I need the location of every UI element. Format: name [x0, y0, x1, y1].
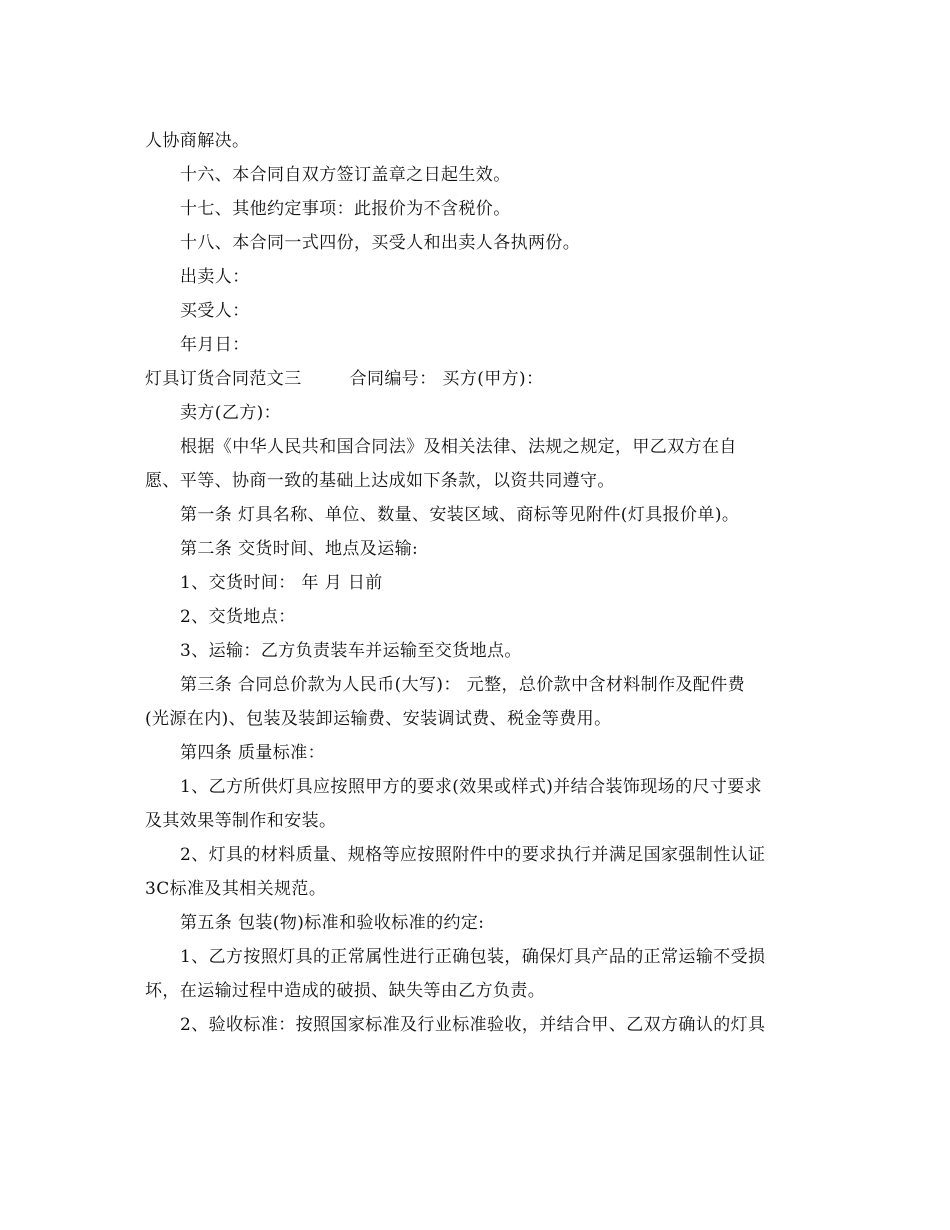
paragraph	[145, 124, 807, 158]
paragraph-line: 十七、其他约定事项：此报价为不含税价。	[180, 199, 511, 219]
paragraph-line: 坏，在运输过程中造成的破损、缺失等由乙方负责。	[145, 981, 546, 1001]
paragraph-line: 及其效果等制作和安装。	[145, 811, 337, 831]
paragraph	[145, 328, 807, 362]
paragraph	[145, 294, 807, 328]
paragraph-line: 愿、平等、协商一致的基础上达成如下条款，以资共同遵守。	[145, 471, 615, 491]
paragraph-line: 3、运输：乙方负责装车并运输至交货地点。	[180, 641, 522, 661]
document-body	[145, 124, 807, 1042]
paragraph-line: 2、灯具的材料质量、规格等应按照附件中的要求执行并满足国家强制性认证	[180, 845, 766, 865]
paragraph-line: 第四条 质量标准：	[180, 743, 326, 763]
seller-party-label: 卖方(乙方)：	[180, 403, 282, 423]
paragraph	[145, 192, 807, 226]
paragraph	[145, 532, 807, 566]
paragraph-line: 人协商解决。	[145, 131, 250, 151]
paragraph	[145, 498, 807, 532]
paragraph	[145, 566, 807, 600]
paragraph-line: 1、乙方按照灯具的正常属性进行正确包装，确保灯具产品的正常运输不受损	[180, 947, 766, 967]
paragraph-line: 第一条 灯具名称、单位、数量、安装区域、商标等见附件(灯具报价单)。	[180, 505, 740, 525]
paragraph-line: 第五条 包装(物)标准和验收标准的约定:	[180, 913, 485, 933]
paragraph	[145, 736, 807, 770]
paragraph-line: 十六、本合同自双方签订盖章之日起生效。	[180, 165, 511, 185]
paragraph-line: 根据《中华人民共和国合同法》及相关法律、法规之规定，甲乙双方在自	[180, 437, 737, 457]
contract-number-label: 合同编号：	[349, 369, 437, 389]
date-label: 年月日：	[180, 335, 250, 355]
paragraph	[145, 668, 807, 736]
paragraph	[145, 1008, 807, 1042]
paragraph	[145, 600, 807, 634]
paragraph-line: 1、乙方所供灯具应按照甲方的要求(效果或样式)并结合装饰现场的尺寸要求	[180, 777, 763, 797]
buyer-party-label: 买方(甲方)：	[442, 369, 544, 389]
paragraph-line: 第二条 交货时间、地点及运输:	[180, 539, 419, 559]
paragraph	[145, 158, 807, 192]
paragraph	[145, 362, 807, 396]
paragraph	[145, 396, 807, 430]
seller-signature-label: 出卖人：	[180, 267, 250, 287]
paragraph-line: 第三条 合同总价款为人民币(大写)： 元整，总价款中含材料制作及配件费	[180, 675, 746, 695]
paragraph	[145, 906, 807, 940]
paragraph	[145, 940, 807, 1008]
contract-title: 灯具订货合同范文三	[145, 369, 302, 389]
paragraph	[145, 838, 807, 906]
paragraph	[145, 770, 807, 838]
paragraph	[145, 634, 807, 668]
paragraph-line: 2、验收标准：按照国家标准及行业标准验收，并结合甲、乙双方确认的灯具	[180, 1015, 766, 1035]
paragraph-line: 十八、本合同一式四份，买受人和出卖人各执两份。	[180, 233, 581, 253]
paragraph	[145, 226, 807, 260]
paragraph	[145, 430, 807, 498]
paragraph-line: (光源在内)、包装及装卸运输费、安装调试费、税金等费用。	[145, 709, 612, 729]
paragraph-line: 2、交货地点：	[180, 607, 296, 627]
paragraph	[145, 260, 807, 294]
buyer-signature-label: 买受人：	[180, 301, 250, 321]
contract-heading-line	[145, 362, 807, 396]
paragraph-line: 1、交货时间： 年 月 日前	[180, 573, 383, 593]
paragraph-line: 3C标准及其相关规范。	[145, 879, 327, 899]
